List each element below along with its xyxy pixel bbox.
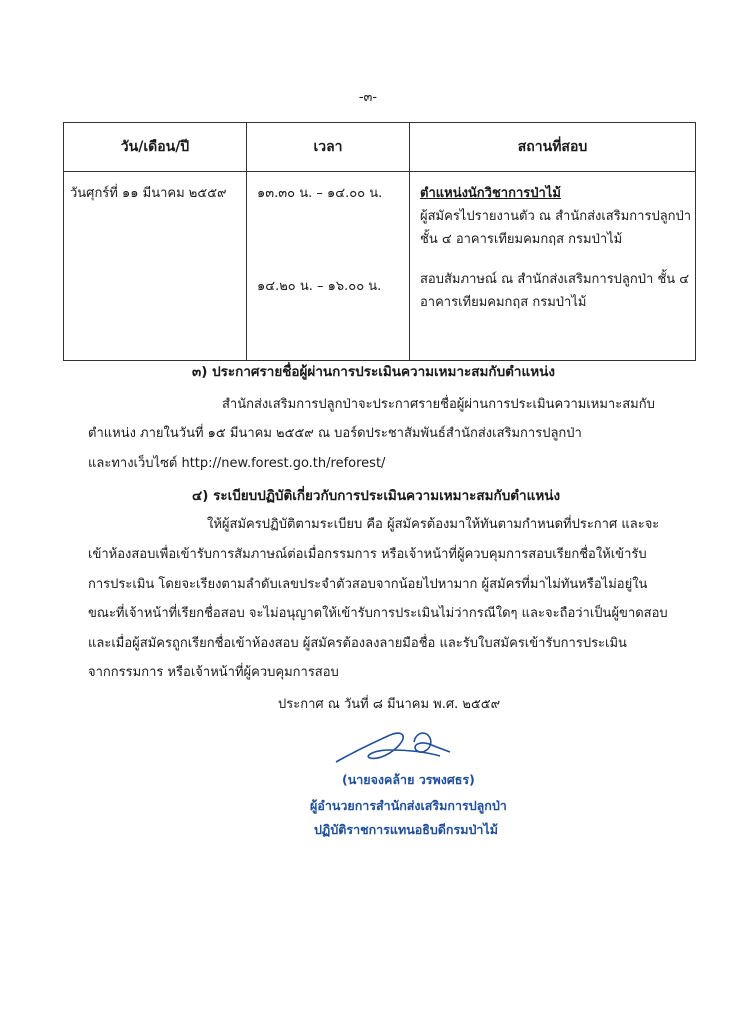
time-slot-2: ๑๔.๒๐ น. – ๑๖.๐๐ น. xyxy=(257,279,382,294)
exam-date: วันศุกร์ที่ ๑๑ มีนาคม ๒๕๕๙ xyxy=(70,186,227,201)
table-row xyxy=(64,172,696,361)
section4-line: เข้าห้องสอบเพื่อเข้ารับการสัมภาษณ์ต่อเมื่อกรรมการ หรือเจ้าหน้าที่ผู้ควบคุมการสอบเรียกชื่อให้เข้ารับ xyxy=(88,547,647,562)
place1-line2: ชั้น ๔ อาคารเทียมคมกฤส กรมป่าไม้ xyxy=(420,232,623,247)
signer-name: (นายจงคล้าย วรพงศธร) xyxy=(342,772,475,787)
signer-title-2: ปฏิบัติราชการแทนอธิบดีกรมป่าไม้ xyxy=(314,822,498,837)
place-cell xyxy=(410,172,696,361)
position-title: ตำแหน่งนักวิชาการป่าไม้ xyxy=(420,186,561,201)
time-cell xyxy=(247,172,410,361)
place2-line1: สอบสัมภาษณ์ ณ สำนักส่งเสริมการปลูกป่า ชั้น ๔ xyxy=(420,272,690,287)
place2-line2: อาคารเทียมคมกฤส กรมป่าไม้ xyxy=(420,295,587,310)
section4-line: และเมื่อผู้สมัครถูกเรียกชื่อเข้าห้องสอบ ผู้สมัครต้องลงลายมือชื่อ และรับใบสมัครเข้ารับการประเมิน xyxy=(88,636,627,651)
section4-line: ให้ผู้สมัครปฏิบัติตามระเบียบ คือ ผู้สมัครต้องมาให้ทันตามกำหนดที่ประกาศ และจะ xyxy=(207,517,660,532)
header-time: เวลา xyxy=(247,123,410,172)
section3-line2: ตำแหน่ง ภายในวันที่ ๑๕ มีนาคม ๒๕๕๙ ณ บอร์ดประชาสัมพันธ์สำนักส่งเสริมการปลูกป่า xyxy=(88,426,582,441)
exam-schedule-table xyxy=(63,122,696,361)
table-header-row xyxy=(64,123,696,172)
signature-image xyxy=(330,722,480,772)
header-place: สถานที่สอบ xyxy=(410,123,696,172)
time-slot-1: ๑๓.๓๐ น. – ๑๔.๐๐ น. xyxy=(257,186,383,201)
signer-title-1: ผู้อำนวยการสำนักส่งเสริมการปลูกป่า xyxy=(310,798,507,813)
section3-line1: สำนักส่งเสริมการปลูกป่าจะประกาศรายชื่อผู้ผ่านการประเมินความเหมาะสมกับ xyxy=(222,397,655,412)
announce-date: ประกาศ ณ วันที่ ๘ มีนาคม พ.ศ. ๒๕๕๙ xyxy=(278,697,501,712)
section4-line: การประเมิน โดยจะเรียงตามลำดับเลขประจำตัวสอบจากน้อยไปหามาก ผู้สมัครที่มาไม่ทันหรือไม่อยู่ใน xyxy=(88,577,648,592)
section3-heading: ๓) ประกาศรายชื่อผู้ผ่านการประเมินความเหมาะสมกับตำแหน่ง xyxy=(192,364,555,380)
header-date: วัน/เดือน/ปี xyxy=(64,123,247,172)
section4-line: จากกรรมการ หรือเจ้าหน้าที่ผู้ควบคุมการสอบ xyxy=(88,665,339,680)
date-cell xyxy=(64,172,247,361)
page-number: -๓- xyxy=(358,90,378,105)
section3-line3: และทางเว็บไซต์ http://new.forest.go.th/reforest/ xyxy=(88,456,386,471)
section4-line: ขณะที่เจ้าหน้าที่เรียกชื่อสอบ จะไม่อนุญาตให้เข้ารับการประเมินไม่ว่ากรณีใดๆ และจะถือว่าเป็นผู้ขาดสอบ xyxy=(88,606,668,621)
section4-heading: ๔) ระเบียบปฏิบัติเกี่ยวกับการประเมินความเหมาะสมกับตำแหน่ง xyxy=(192,488,561,504)
place1-line1: ผู้สมัครไปรายงานตัว ณ สำนักส่งเสริมการปลูกป่า xyxy=(420,209,692,224)
